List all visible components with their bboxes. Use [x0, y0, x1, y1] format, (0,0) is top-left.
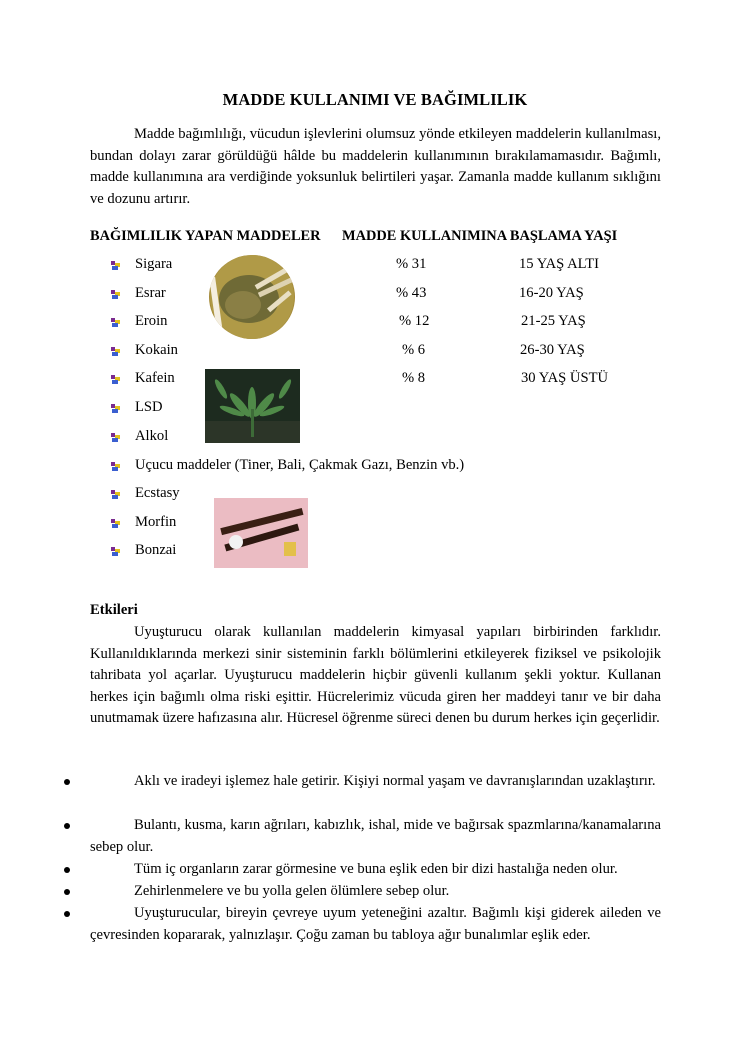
diamond-bullet-icon	[111, 433, 120, 442]
effects-heading: Etkileri	[90, 602, 138, 618]
substance-label: Alkol	[135, 428, 169, 444]
substance-label: Morfin	[135, 514, 177, 530]
effect-text: Zehirlenmelere ve bu yolla gelen ölümlere sebep olur.	[134, 883, 450, 899]
start-age-column-header: MADDE KULLANIMINA BAŞLAMA YAŞI	[342, 228, 618, 244]
diamond-bullet-icon	[111, 404, 120, 413]
diamond-bullet-icon	[111, 462, 120, 471]
diamond-bullet-icon	[111, 547, 120, 556]
substances-column-header: BAĞIMLILIK YAPAN MADDELER	[90, 228, 321, 244]
diamond-bullet-icon	[111, 347, 120, 356]
stat-age: 16-20 YAŞ	[519, 285, 584, 301]
stat-age: 26-30 YAŞ	[520, 342, 585, 358]
stat-age: 30 YAŞ ÜSTÜ	[521, 370, 609, 386]
cannabis-plant-photo	[205, 369, 300, 443]
stat-age: 15 YAŞ ALTI	[519, 256, 600, 272]
bullet-icon	[64, 889, 70, 895]
drugs-photo	[209, 255, 295, 339]
effect-text: Aklı ve iradeyi işlemez hale getirir. Kişiyi normal yaşam ve davranışlarından uzaklaştırır.	[134, 773, 656, 789]
substance-label: Esrar	[135, 285, 166, 301]
stat-percent: % 6	[402, 342, 426, 358]
diamond-bullet-icon	[111, 375, 120, 384]
substance-label: Kokain	[135, 342, 178, 358]
bullet-icon	[64, 867, 70, 873]
effect-text: Tüm iç organların zarar görmesine ve buna eşlik eden bir dizi hastalığa neden olur.	[134, 861, 618, 877]
bullet-icon	[64, 823, 70, 829]
substance-label: Sigara	[135, 256, 173, 272]
substance-label: Uçucu maddeler (Tiner, Bali, Çakmak Gazı, Benzin vb.)	[135, 457, 465, 473]
effect-text: Uyuşturucular, bireyin çevreye uyum yeteneğini azaltır. Bağımlı kişi giderek aileden ve çevresinden kopararak, yalnızlaşır. Çoğu zaman bu tabloya ağır bunalımlar eşlik eder.	[90, 905, 661, 943]
bullet-icon	[64, 779, 70, 785]
diamond-bullet-icon	[111, 490, 120, 499]
pipe-photo	[214, 498, 308, 568]
effect-text: Bulantı, kusma, karın ağrıları, kabızlık, ishal, mide ve bağırsak spazmlarına/kanamalarına sebep olur.	[90, 817, 661, 855]
diamond-bullet-icon	[111, 318, 120, 327]
substance-label: Kafein	[135, 370, 175, 386]
stat-percent: % 31	[396, 256, 427, 272]
substance-label: Eroin	[135, 313, 168, 329]
diamond-bullet-icon	[111, 290, 120, 299]
stat-percent: % 8	[402, 370, 426, 386]
stat-percent: % 12	[399, 313, 430, 329]
diamond-bullet-icon	[111, 261, 120, 270]
document-title: MADDE KULLANIMI VE BAĞIMLILIK	[222, 90, 528, 109]
intro-paragraph: Madde bağımlılığı, vücudun işlevlerini olumsuz yönde etkileyen maddelerin kullanılması, bundan dolayı zarar görüldüğü hâlde bu maddelerin kullanımının bırakılamamasıdır. Bağımlı, madde kullanımına ara verdiğinde yoksunluk belirtileri yaşar. Zamanla madde kullanım sıklığını ve dozunu artırır.	[90, 126, 661, 207]
effects-paragraph: Uyuşturucu olarak kullanılan maddelerin kimyasal yapıları birbirinden farklıdır. Kullanıldıklarında merkezi sinir sisteminin farklı bölümlerini etkileyerek fiziksel ve psikolojik tahribata yol açarlar. Uyuşturucu maddelerin hiçbir güvenli kullanım şekli yoktur. Kullanan herkes için bağımlı olma riski eşittir. Hücrelerimiz vücuda giren her maddeyi tanır ve bir daha unutmamak üzere hafızasına alır. Hücresel öğrenme süreci denen bu durum herkes için geçerlidir.	[90, 624, 661, 727]
diamond-bullet-icon	[111, 519, 120, 528]
substance-label: LSD	[135, 399, 163, 415]
substance-label: Bonzai	[135, 542, 177, 558]
bullet-icon	[64, 911, 70, 917]
stat-age: 21-25 YAŞ	[521, 313, 586, 329]
stat-percent: % 43	[396, 285, 427, 301]
substance-label: Ecstasy	[135, 485, 180, 501]
